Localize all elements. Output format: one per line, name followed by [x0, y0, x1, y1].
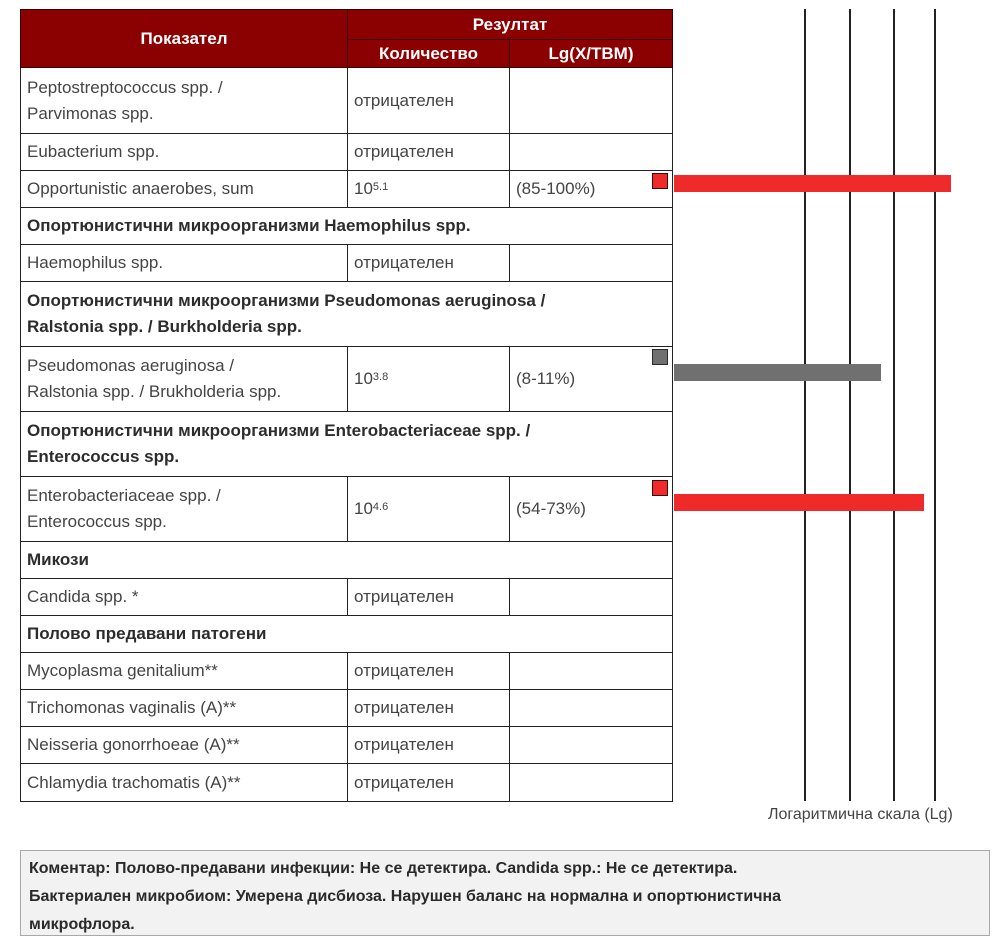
table-row — [21, 245, 673, 282]
header-result: Резултат — [348, 10, 673, 40]
results-table — [20, 9, 673, 802]
scale-gridline — [893, 9, 895, 801]
row-quantity: $10^{4.6}$ — [348, 477, 510, 542]
scale-gridline — [804, 9, 806, 801]
row-quantity: отрицателен — [348, 690, 510, 727]
row-lg — [510, 653, 673, 690]
header-lg: Lg(X/ТВМ) — [510, 40, 673, 68]
row-name: Haemophilus spp. — [21, 245, 348, 282]
row-name: Trichomonas vaginalis (A)** — [21, 690, 348, 727]
status-marker-red — [652, 480, 668, 496]
table-row — [21, 477, 673, 542]
row-quantity: отрицателен — [348, 579, 510, 616]
section-row — [21, 412, 673, 477]
row-lg — [510, 764, 673, 802]
section-title: Опортюнистични микроорганизми Haemophilus spp. — [21, 208, 673, 245]
comment-line: Коментар: Полово-предавани инфекции: Не се детектира. Candida spp.: Не се детектира. — [29, 860, 738, 877]
row-name: Opportunistic anaerobes, sum — [21, 171, 348, 208]
row-name: Pseudomonas aeruginosa / Ralstonia spp. / Brukholderia spp. — [21, 347, 348, 412]
row-quantity: отрицателен — [348, 653, 510, 690]
row-quantity: отрицателен — [348, 245, 510, 282]
row-quantity: $10^{5.1}$ — [348, 171, 510, 208]
row-lg — [510, 134, 673, 171]
row-lg — [510, 579, 673, 616]
status-marker-gray — [652, 349, 668, 365]
table-row — [21, 171, 673, 208]
table-row — [21, 68, 673, 134]
row-quantity: отрицателен — [348, 764, 510, 802]
row-lg: (8-11%) — [510, 347, 673, 412]
section-row — [21, 208, 673, 245]
scale-label: Логаритмична скала (Lg) — [768, 806, 953, 823]
row-name: Mycoplasma genitalium** — [21, 653, 348, 690]
header-indicator: Показател — [21, 10, 348, 68]
row-name: Enterobacteriaceae spp. / Enterococcus spp. — [21, 477, 348, 542]
row-lg — [510, 727, 673, 764]
scale-gridline — [849, 9, 851, 801]
table-row — [21, 653, 673, 690]
row-lg — [510, 245, 673, 282]
row-name: Chlamydia trachomatis (A)** — [21, 764, 348, 802]
row-name: Eubacterium spp. — [21, 134, 348, 171]
header-quantity: Количество — [348, 40, 510, 68]
comment-line: микрофлора. — [29, 916, 135, 933]
row-lg: (85-100%) — [510, 171, 673, 208]
section-row — [21, 542, 673, 579]
comment-line: Бактериален микробиом: Умерена дисбиоза. Нарушен баланс на нормална и опортюнистична — [29, 888, 782, 905]
section-title: Микози — [21, 542, 673, 579]
row-name: Neisseria gonorrhoeae (A)** — [21, 727, 348, 764]
bar-enterobacteriaceae — [674, 494, 924, 511]
bar-opportunistic-anaerobes — [674, 175, 951, 192]
table-row — [21, 727, 673, 764]
row-quantity: $10^{3.8}$ — [348, 347, 510, 412]
table-row — [21, 764, 673, 802]
row-lg: (54-73%) — [510, 477, 673, 542]
section-title: Полово предавани патогени — [21, 616, 673, 653]
row-quantity: отрицателен — [348, 68, 510, 134]
table-row — [21, 690, 673, 727]
comment-box — [20, 850, 990, 936]
status-marker-red — [652, 173, 668, 189]
row-lg — [510, 68, 673, 134]
section-row — [21, 282, 673, 347]
section-row — [21, 616, 673, 653]
row-quantity: отрицателен — [348, 727, 510, 764]
section-title: Опортюнистични микроорганизми Enterobacteriaceae spp. / Enterococcus spp. — [21, 412, 673, 477]
row-name: Peptostreptococcus spp. / Parvimonas spp. — [21, 68, 348, 134]
row-lg — [510, 690, 673, 727]
table-row — [21, 134, 673, 171]
table-row — [21, 579, 673, 616]
bar-pseudomonas — [674, 364, 881, 381]
row-quantity: отрицателен — [348, 134, 510, 171]
row-name: Candida spp. * — [21, 579, 348, 616]
scale-gridline — [934, 9, 936, 801]
table-row — [21, 347, 673, 412]
section-title: Опортюнистични микроорганизми Pseudomonas aeruginosa / Ralstonia spp. / Burkholderia spp. — [21, 282, 673, 347]
